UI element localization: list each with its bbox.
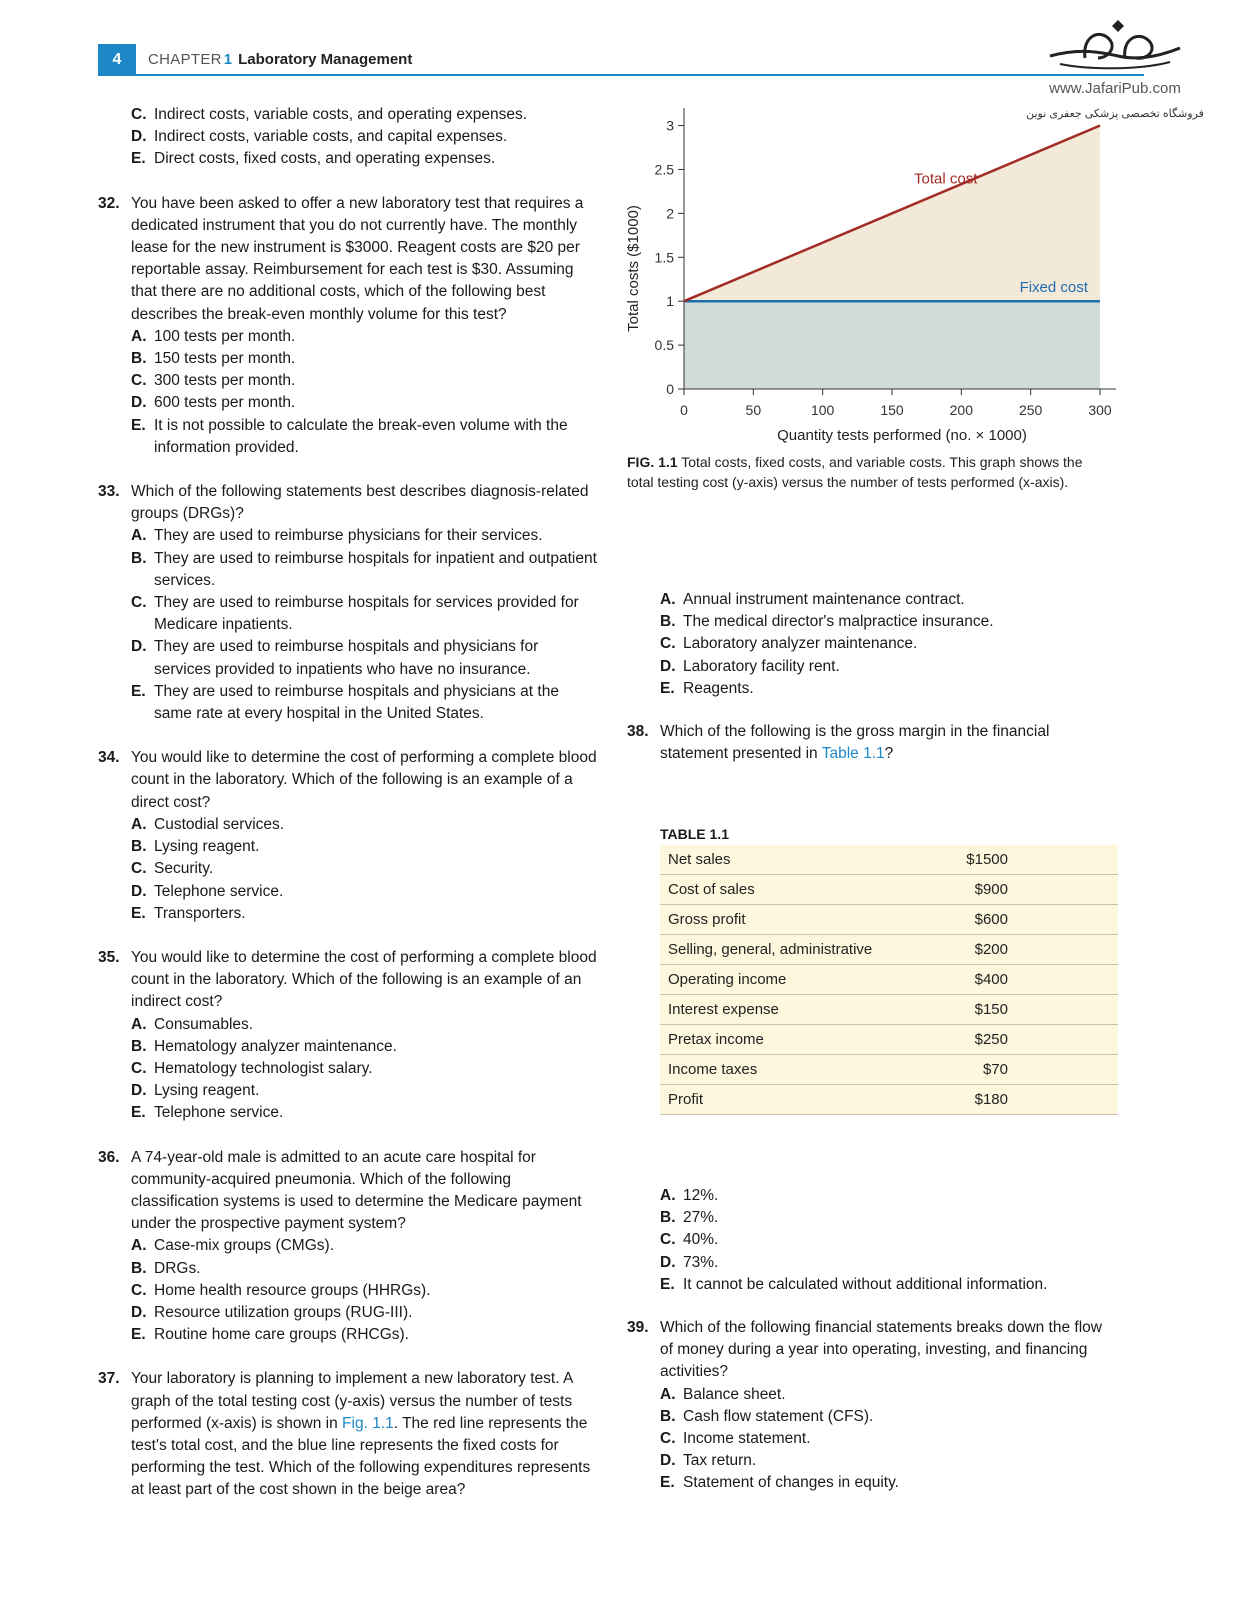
answer-option — [98, 370, 598, 392]
option-letter: E. — [131, 1104, 146, 1122]
question-39 — [627, 1317, 1117, 1495]
answer-option — [98, 348, 598, 370]
option-letter: C. — [131, 1059, 147, 1077]
option-text: Income statement. — [683, 1430, 811, 1448]
question-text: A 74-year-old male is admitted to an acute care hospital for community-acquired pneumonia. Which of the following classification systems is used to determine the Medicare payment under the prospective payment system? — [131, 1148, 582, 1233]
option-letter: B. — [660, 1209, 676, 1227]
option-text: Consumables. — [154, 1015, 254, 1033]
option-text: They are used to reimburse hospitals for services provided for Medicare inpatients. — [154, 594, 579, 634]
figure-link[interactable]: Fig. 1.1 — [342, 1414, 394, 1432]
option-text: Reagents. — [683, 679, 754, 697]
question-37-options — [627, 589, 1117, 700]
y-tick-label: 0 — [666, 381, 674, 397]
option-text: They are used to reimburse hospitals for inpatient and outpatient services. — [154, 549, 597, 589]
answer-option — [98, 525, 598, 547]
answer-option — [98, 1058, 598, 1080]
option-text: Custodial services. — [154, 815, 285, 833]
chapter-number: 1 — [223, 51, 233, 68]
answer-option — [98, 415, 598, 459]
option-letter: E. — [131, 904, 146, 922]
figure-1-1-chart — [620, 104, 1120, 449]
option-text: Resource utilization groups (RUG-III). — [154, 1303, 413, 1321]
option-letter: B. — [131, 838, 147, 856]
question-number: 34. — [98, 749, 120, 767]
answer-option — [98, 1324, 598, 1346]
answer-option — [98, 1235, 598, 1257]
option-text: Balance sheet. — [683, 1385, 786, 1403]
option-letter: D. — [131, 394, 147, 412]
question-32 — [98, 193, 598, 459]
fixed-cost-label: Fixed cost — [1019, 279, 1088, 297]
option-text: They are used to reimburse physicians for their services. — [154, 527, 543, 545]
row-amount: $600 — [925, 905, 1118, 935]
chapter-label: CHAPTER — [148, 51, 222, 68]
option-text: Laboratory facility rent. — [683, 657, 840, 675]
answer-option — [98, 392, 598, 414]
question-text-part: ? — [884, 745, 894, 763]
y-tick-label: 3 — [666, 117, 674, 134]
option-text: Indirect costs, variable costs, and operating expenses. — [154, 106, 528, 123]
option-letter: B. — [131, 1037, 147, 1055]
option-text: They are used to reimburse hospitals and physicians for services provided to inpatients who have no insurance. — [154, 638, 539, 678]
option-letter: C. — [131, 1281, 147, 1299]
question-text: Which of the following statements best describes diagnosis-related groups (DRGs)? — [131, 483, 589, 523]
row-amount: $1500 — [925, 845, 1118, 875]
option-text: Statement of changes in equity. — [683, 1474, 899, 1492]
option-letter: A. — [131, 327, 147, 345]
answer-option — [98, 592, 598, 636]
answer-option — [98, 326, 598, 348]
watermark-tagline: فروشگاه تخصصی پزشکی جعفری نوین — [1026, 108, 1204, 120]
y-tick-label: 1 — [666, 293, 674, 310]
y-tick-label: 0.5 — [654, 337, 674, 354]
row-label: Income taxes — [660, 1055, 925, 1085]
chapter-title: Laboratory Management — [238, 51, 413, 68]
answer-option — [98, 1258, 598, 1280]
option-text: 40%. — [683, 1231, 719, 1249]
answer-option — [98, 126, 598, 148]
y-tick-label: 2 — [666, 205, 674, 222]
option-text: Case-mix groups (CMGs). — [154, 1237, 334, 1255]
table-row — [660, 1055, 1118, 1085]
option-letter: C. — [660, 1430, 676, 1448]
answer-option — [627, 1384, 1117, 1406]
option-text: Hematology technologist salary. — [154, 1059, 373, 1077]
answer-option — [627, 1450, 1117, 1472]
question-38-options — [627, 1185, 1117, 1296]
option-letter: B. — [131, 549, 147, 567]
y-tick-label: 1.5 — [654, 249, 674, 266]
answer-option — [98, 1280, 598, 1302]
option-letter: A. — [660, 1187, 676, 1204]
table-row — [660, 1025, 1118, 1055]
x-tick-label: 250 — [1018, 402, 1043, 418]
option-text: Telephone service. — [154, 1104, 284, 1122]
row-label: Gross profit — [660, 905, 925, 935]
left-column — [98, 104, 598, 1502]
answer-option — [98, 104, 598, 126]
x-tick-label: 0 — [680, 402, 688, 418]
option-text: Cash flow statement (CFS). — [683, 1407, 874, 1425]
x-axis-label: Quantity tests performed (no. × 1000) — [777, 427, 1027, 444]
answer-option — [627, 678, 1117, 700]
chapter-heading — [148, 51, 412, 68]
option-letter: C. — [660, 635, 676, 653]
question-number: 38. — [627, 723, 649, 740]
figure-caption — [627, 452, 1107, 492]
option-letter: C. — [660, 1231, 676, 1249]
answer-option — [98, 881, 598, 903]
option-letter: A. — [131, 1015, 147, 1033]
row-amount: $150 — [925, 995, 1118, 1025]
option-text: 600 tests per month. — [154, 394, 296, 412]
table-row — [660, 965, 1118, 995]
row-label: Operating income — [660, 965, 925, 995]
answer-option — [627, 1406, 1117, 1428]
answer-option — [98, 903, 598, 925]
option-letter: D. — [131, 638, 147, 656]
option-letter: A. — [660, 591, 676, 608]
answer-option — [627, 1274, 1117, 1296]
question-text — [660, 721, 1117, 765]
row-amount: $900 — [925, 875, 1118, 905]
watermark-url: www.JafariPub.com — [1049, 80, 1181, 97]
option-letter: B. — [660, 613, 676, 631]
option-letter: B. — [660, 1407, 676, 1425]
answer-option — [98, 858, 598, 880]
x-tick-label: 200 — [949, 402, 974, 418]
answer-option — [627, 1252, 1117, 1274]
question-text — [131, 1368, 598, 1501]
option-text: Transporters. — [154, 904, 246, 922]
option-letter: A. — [131, 1237, 147, 1255]
question-33 — [98, 481, 598, 725]
question-text-part: Which of the following is the gross margin in the financial statement presented in — [660, 723, 1050, 763]
option-letter: E. — [131, 682, 146, 700]
option-letter: B. — [131, 350, 147, 368]
table-row — [660, 905, 1118, 935]
table-link[interactable]: Table 1.1 — [821, 745, 885, 763]
x-tick-label: 100 — [810, 402, 835, 418]
option-letter: E. — [660, 1275, 675, 1293]
answer-option — [98, 814, 598, 836]
option-text: 73%. — [683, 1253, 719, 1271]
answer-option — [627, 1207, 1117, 1229]
table-row — [660, 995, 1118, 1025]
option-letter: C. — [131, 106, 147, 123]
option-text: The medical director's malpractice insurance. — [683, 613, 994, 631]
option-text: Direct costs, fixed costs, and operating expenses. — [154, 150, 496, 168]
option-text: Security. — [154, 860, 214, 878]
answer-option — [627, 1472, 1117, 1494]
question-text: You would like to determine the cost of performing a complete blood count in the laboratory. Which of the following is an example of an indirect cost? — [131, 948, 597, 1011]
table-row — [660, 935, 1118, 965]
row-amount: $200 — [925, 935, 1118, 965]
option-letter: A. — [660, 1385, 676, 1403]
option-letter: E. — [660, 679, 675, 697]
table-row — [660, 1085, 1118, 1115]
answer-option — [98, 681, 598, 725]
answer-option — [98, 148, 598, 170]
table-title: TABLE 1.1 — [660, 826, 729, 842]
option-letter: D. — [131, 128, 147, 146]
option-letter: D. — [660, 657, 676, 675]
option-letter: A. — [131, 527, 147, 545]
answer-option — [627, 1185, 1117, 1207]
option-text: 27%. — [683, 1209, 719, 1227]
answer-option — [98, 548, 598, 592]
option-letter: D. — [131, 882, 147, 900]
question-text-part: Your laboratory is planning to implement a new laboratory test. A graph of the total testing cost (y-axis) versus the number of tests performed (x-axis) is shown in — [131, 1370, 573, 1432]
option-text: Lysing reagent. — [154, 1082, 260, 1100]
option-letter: D. — [131, 1082, 147, 1100]
option-text: Telephone service. — [154, 882, 284, 900]
row-amount: $180 — [925, 1085, 1118, 1115]
row-label: Net sales — [660, 845, 925, 875]
answer-option — [627, 1428, 1117, 1450]
publisher-logo-icon — [1040, 18, 1190, 78]
option-text: Routine home care groups (RHCGs). — [154, 1326, 409, 1344]
answer-option — [98, 1102, 598, 1124]
option-text: Home health resource groups (HHRGs). — [154, 1281, 431, 1299]
row-label: Interest expense — [660, 995, 925, 1025]
table-row — [660, 845, 1118, 875]
question-number: 37. — [98, 1370, 120, 1388]
answer-option — [627, 633, 1117, 655]
option-text: 12%. — [683, 1187, 719, 1204]
option-text: 150 tests per month. — [154, 350, 296, 368]
option-text: Laboratory analyzer maintenance. — [683, 635, 918, 653]
question-34 — [98, 747, 598, 925]
answer-option — [98, 1080, 598, 1102]
question-number: 36. — [98, 1148, 120, 1166]
answer-option — [627, 611, 1117, 633]
row-label: Profit — [660, 1085, 925, 1115]
question-37 — [98, 1368, 598, 1501]
question-text: Which of the following financial statements breaks down the flow of money during a year into operating, investing, and financing activities? — [660, 1319, 1102, 1381]
y-tick-label: 2.5 — [654, 161, 674, 178]
option-text: It cannot be calculated without additional information. — [683, 1275, 1048, 1293]
question-number: 39. — [627, 1319, 649, 1336]
option-letter: E. — [131, 150, 146, 168]
question-number: 33. — [98, 483, 120, 501]
answer-option — [98, 1036, 598, 1058]
financial-statement-table — [660, 845, 1118, 1115]
option-letter: C. — [131, 372, 147, 390]
answer-option — [627, 589, 1117, 611]
question-36 — [98, 1147, 598, 1347]
option-letter: D. — [660, 1452, 676, 1470]
row-label: Selling, general, administrative — [660, 935, 925, 965]
option-text: 100 tests per month. — [154, 327, 296, 345]
option-letter: C. — [131, 860, 147, 878]
option-letter: E. — [131, 416, 146, 434]
row-label: Cost of sales — [660, 875, 925, 905]
option-letter: C. — [131, 594, 147, 612]
cost-chart-svg — [620, 104, 1120, 449]
option-text: Lysing reagent. — [154, 838, 260, 856]
row-amount: $400 — [925, 965, 1118, 995]
answer-option — [98, 636, 598, 680]
fixed-cost-area — [684, 301, 1100, 389]
x-tick-label: 150 — [880, 402, 904, 418]
question-text: You have been asked to offer a new laboratory test that requires a dedicated instrument that you do not currently have. The monthly lease for the new instrument is $3000. Reagent costs are $20 per reportable assay. Reimbursement for each test is $30. Assuming that there are no additional costs, which of the following best describes the break-even monthly volume for this test? — [131, 194, 584, 323]
option-text: Tax return. — [683, 1452, 757, 1470]
option-letter: D. — [131, 1303, 147, 1321]
question-number: 35. — [98, 948, 120, 966]
page-number: 4 — [98, 44, 136, 76]
option-letter: E. — [131, 1326, 146, 1344]
header-rule — [136, 74, 1144, 76]
question-35 — [98, 947, 598, 1125]
x-tick-label: 300 — [1088, 402, 1112, 418]
answer-option — [627, 656, 1117, 678]
question-text: You would like to determine the cost of performing a complete blood count in the laboratory. Which of the following is an example of a direct cost? — [131, 749, 597, 811]
option-letter: A. — [131, 815, 147, 833]
question-text-part: . The red line represents the test's total cost, and the blue line represents the fixed costs for performing the test. Which of the following expenditures represents at least part of the cost shown in the beige area? — [131, 1414, 591, 1499]
option-text: 300 tests per month. — [154, 372, 296, 390]
figure-caption-label: FIG. 1.1 — [627, 454, 678, 470]
option-letter: B. — [131, 1259, 147, 1277]
answer-option — [627, 1229, 1117, 1251]
option-letter: E. — [660, 1474, 675, 1492]
total-cost-label: Total cost — [914, 170, 978, 188]
option-text: DRGs. — [154, 1259, 201, 1277]
row-amount: $250 — [925, 1025, 1118, 1055]
option-text: It is not possible to calculate the break-even volume with the information provided. — [154, 416, 568, 456]
y-axis-label: Total costs ($1000) — [625, 205, 642, 332]
row-label: Pretax income — [660, 1025, 925, 1055]
figure-caption-text: Total costs, fixed costs, and variable costs. This graph shows the total testing cost (y-axis) versus the number of tests performed (x-axis). — [627, 454, 1083, 490]
row-amount: $70 — [925, 1055, 1118, 1085]
option-text: Annual instrument maintenance contract. — [683, 591, 965, 608]
answer-option — [98, 1302, 598, 1324]
question-number: 32. — [98, 194, 120, 212]
option-text: They are used to reimburse hospitals and physicians at the same rate at every hospital in the United States. — [154, 682, 559, 723]
x-tick-label: 50 — [745, 402, 762, 418]
question-31-options — [98, 104, 598, 171]
option-letter: D. — [660, 1253, 676, 1271]
question-38 — [627, 721, 1117, 765]
option-text: Hematology analyzer maintenance. — [154, 1037, 397, 1055]
answer-option — [98, 836, 598, 858]
table-row — [660, 875, 1118, 905]
answer-option — [98, 1014, 598, 1036]
option-text: Indirect costs, variable costs, and capital expenses. — [154, 128, 508, 146]
